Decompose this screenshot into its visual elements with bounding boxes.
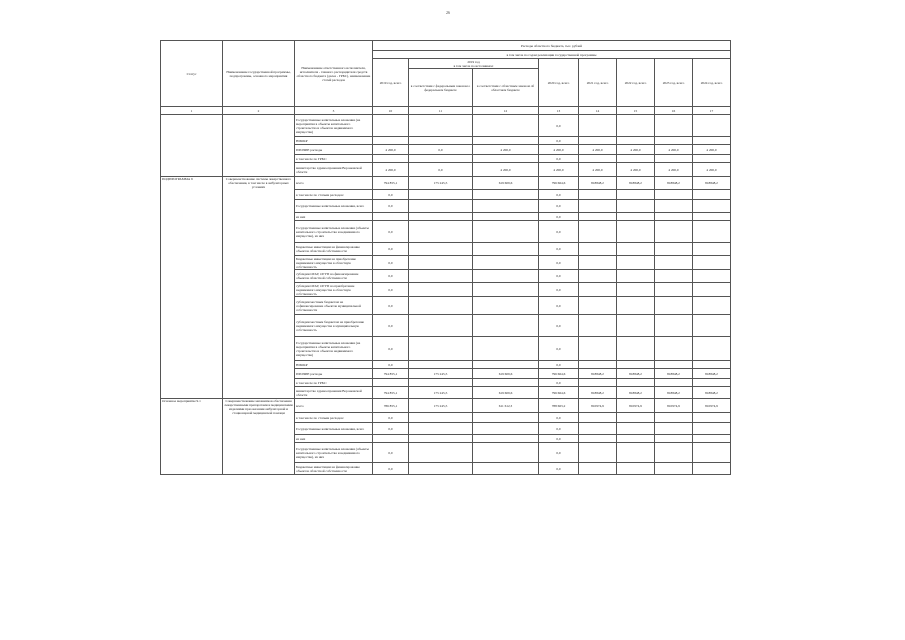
row-value: 4 200,0 bbox=[539, 145, 579, 155]
row-source: ПРОЧИЕ расходы bbox=[295, 369, 373, 379]
row-value: 818848,2 bbox=[655, 369, 693, 379]
row-value: 619 609,6 bbox=[473, 387, 539, 399]
row-value: 4 200,0 bbox=[655, 163, 693, 177]
row-value bbox=[473, 190, 539, 200]
row-value bbox=[579, 435, 617, 443]
row-value bbox=[693, 115, 731, 137]
row-source: Бюджетные инвестиции на финансирование объектов областной собственности bbox=[295, 243, 373, 256]
row-value: 4 200,0 bbox=[655, 145, 693, 155]
row-value bbox=[473, 283, 539, 297]
row-value bbox=[655, 315, 693, 337]
row-value bbox=[373, 155, 409, 163]
row-value: 0,0 bbox=[539, 221, 579, 243]
row-source: министерство здравоохранения Воронежской области bbox=[295, 387, 373, 399]
row-value bbox=[693, 435, 731, 443]
row-source: субсидии местным бюджетам на приобретение недвижимого имущества в муниципальную собственность bbox=[295, 315, 373, 337]
row-value: 0,0 bbox=[539, 243, 579, 256]
row-status bbox=[161, 115, 223, 177]
row-value: 0,0 bbox=[373, 190, 409, 200]
row-status: Основное мероприятие 9.1 bbox=[161, 399, 223, 475]
row-source: Государственные капитальные вложения (на мероприятия в объекты капитального строительства и объектов недвижимого имущества) bbox=[295, 337, 373, 361]
row-value bbox=[409, 297, 473, 315]
row-value bbox=[655, 435, 693, 443]
row-value bbox=[655, 243, 693, 256]
row-value: 0,0 bbox=[373, 443, 409, 463]
row-value bbox=[473, 297, 539, 315]
row-source: субсидии ОГАУ, ОГУП на финансирование объектов областной собственности bbox=[295, 270, 373, 283]
header-budget-title: Расходы областного бюджета, тыс. рублей bbox=[373, 41, 731, 51]
row-value bbox=[579, 155, 617, 163]
row-value: 0,0 bbox=[539, 463, 579, 475]
row-value: 0,0 bbox=[373, 243, 409, 256]
row-value bbox=[617, 221, 655, 243]
row-value: 796 664,6 bbox=[539, 369, 579, 379]
row-value bbox=[693, 423, 731, 435]
row-source: в том числе по ГРБС: bbox=[295, 155, 373, 163]
row-value: 611 612,3 bbox=[473, 399, 539, 413]
row-source: Государственные капитальные вложения (на мероприятия в объекты капитального строительства и объектов недвижимого имущества) bbox=[295, 115, 373, 137]
row-value bbox=[409, 200, 473, 213]
row-value: 0,0 bbox=[539, 337, 579, 361]
column-number: 17 bbox=[693, 107, 731, 115]
row-source: всего bbox=[295, 399, 373, 413]
row-value: 4 200,0 bbox=[617, 145, 655, 155]
row-value bbox=[473, 361, 539, 369]
row-value bbox=[579, 115, 617, 137]
row-value bbox=[579, 297, 617, 315]
row-value bbox=[409, 413, 473, 423]
row-value bbox=[693, 221, 731, 243]
row-value bbox=[617, 435, 655, 443]
row-value bbox=[579, 463, 617, 475]
header-incl-subtitle: в том числе по годам реализации государственной программы bbox=[373, 51, 731, 59]
row-value bbox=[617, 443, 655, 463]
row-value: 4 200,0 bbox=[579, 163, 617, 177]
row-value: 0,0 bbox=[373, 283, 409, 297]
header-source: Наименование ответственного исполнителя, исполнителя - главного распорядителя средств областного бюджета (далее - ГРБС), наименование статей расходов bbox=[295, 41, 373, 107]
row-name: Совершенствование системы лекарственного обеспечения, в том числе в амбулаторных условиях bbox=[223, 177, 295, 399]
row-value: 175 245,5 bbox=[409, 177, 473, 190]
row-value bbox=[617, 283, 655, 297]
header-2023: 2023 год, всего bbox=[655, 59, 693, 107]
row-value: 0,0 bbox=[373, 361, 409, 369]
column-number: 15 bbox=[617, 107, 655, 115]
row-value bbox=[473, 221, 539, 243]
table-row bbox=[161, 399, 731, 413]
row-value bbox=[579, 443, 617, 463]
row-value: 0,0 bbox=[373, 200, 409, 213]
row-value bbox=[473, 379, 539, 387]
row-value: 0,0 bbox=[539, 155, 579, 163]
row-value: 0,0 bbox=[539, 115, 579, 137]
row-value bbox=[579, 190, 617, 200]
row-value: 0,0 bbox=[539, 213, 579, 221]
row-value bbox=[617, 213, 655, 221]
row-name: Совершенствование механизмов обеспечения лекарственными препаратами и медицинскими изделиями при оказании амбулаторной и стационарной медицинской помощи bbox=[223, 399, 295, 475]
row-value: 810974,9 bbox=[579, 399, 617, 413]
row-source: в том числе по ГРБС: bbox=[295, 379, 373, 387]
row-value: 818848,2 bbox=[693, 177, 731, 190]
row-value bbox=[409, 435, 473, 443]
row-value bbox=[409, 137, 473, 145]
row-name bbox=[223, 115, 295, 177]
row-value bbox=[617, 463, 655, 475]
row-value: 175 245,5 bbox=[409, 387, 473, 399]
row-value bbox=[473, 137, 539, 145]
row-value bbox=[655, 361, 693, 369]
row-value: 818848,2 bbox=[617, 177, 655, 190]
row-value bbox=[409, 190, 473, 200]
row-value bbox=[693, 361, 731, 369]
row-value bbox=[655, 137, 693, 145]
row-value bbox=[655, 115, 693, 137]
row-value: 810974,9 bbox=[655, 399, 693, 413]
row-value bbox=[693, 200, 731, 213]
row-value bbox=[655, 337, 693, 361]
row-value: 4 200,0 bbox=[617, 163, 655, 177]
row-value bbox=[655, 213, 693, 221]
row-value bbox=[473, 443, 539, 463]
row-value bbox=[579, 413, 617, 423]
row-value: 0,0 bbox=[373, 297, 409, 315]
row-value bbox=[579, 315, 617, 337]
row-value bbox=[655, 155, 693, 163]
row-value bbox=[655, 283, 693, 297]
row-value: 175 245,5 bbox=[409, 369, 473, 379]
row-value: 0,0 bbox=[539, 137, 579, 145]
row-value bbox=[473, 213, 539, 221]
row-value bbox=[473, 256, 539, 270]
row-value bbox=[579, 243, 617, 256]
row-value bbox=[409, 213, 473, 221]
row-value bbox=[409, 221, 473, 243]
row-value bbox=[373, 115, 409, 137]
row-source: НИОКР bbox=[295, 361, 373, 369]
row-value bbox=[693, 443, 731, 463]
row-value bbox=[409, 256, 473, 270]
row-value bbox=[409, 283, 473, 297]
row-value bbox=[579, 213, 617, 221]
row-value: 818848,2 bbox=[655, 387, 693, 399]
header-2021: 2021 год, всего bbox=[579, 59, 617, 107]
row-source: в том числе по статьям расходов: bbox=[295, 413, 373, 423]
row-value bbox=[409, 315, 473, 337]
row-value bbox=[693, 256, 731, 270]
row-value bbox=[409, 243, 473, 256]
row-value: 4 200,0 bbox=[373, 145, 409, 155]
row-value: 818848,2 bbox=[579, 177, 617, 190]
row-value bbox=[373, 137, 409, 145]
column-number: 14 bbox=[579, 107, 617, 115]
row-value bbox=[655, 423, 693, 435]
row-value bbox=[473, 337, 539, 361]
header-2024: 2024 год, всего bbox=[693, 59, 731, 107]
row-value bbox=[579, 361, 617, 369]
row-value bbox=[579, 337, 617, 361]
row-value: 818848,2 bbox=[693, 387, 731, 399]
header-2022: 2022 год, всего bbox=[617, 59, 655, 107]
row-source: НИОКР bbox=[295, 137, 373, 145]
column-number: 13 bbox=[539, 107, 579, 115]
row-value bbox=[617, 413, 655, 423]
row-value bbox=[655, 413, 693, 423]
row-value bbox=[617, 190, 655, 200]
row-value: 4 200,0 bbox=[473, 163, 539, 177]
row-value bbox=[409, 423, 473, 435]
row-value bbox=[655, 256, 693, 270]
header-status: Статус bbox=[161, 41, 223, 107]
row-value bbox=[655, 443, 693, 463]
header-reg: в соответствии с областным законом об областном бюджете bbox=[473, 69, 539, 107]
row-value: 810974,9 bbox=[693, 399, 731, 413]
row-value bbox=[655, 463, 693, 475]
row-source: из них bbox=[295, 435, 373, 443]
row-value bbox=[693, 463, 731, 475]
row-value bbox=[693, 379, 731, 387]
row-value bbox=[473, 435, 539, 443]
row-value: 810974,9 bbox=[617, 399, 655, 413]
row-value bbox=[473, 115, 539, 137]
row-value: 818848,2 bbox=[693, 369, 731, 379]
row-value: 0,0 bbox=[373, 256, 409, 270]
row-value: 818848,2 bbox=[617, 369, 655, 379]
row-value: 818848,2 bbox=[579, 387, 617, 399]
row-value: 0,0 bbox=[539, 443, 579, 463]
row-value: 4 200,0 bbox=[373, 163, 409, 177]
row-value: 619 609,6 bbox=[473, 177, 539, 190]
row-source: Бюджетные инвестиции на приобретение недвижимого имущества в областную собственность bbox=[295, 256, 373, 270]
row-value: 0,0 bbox=[373, 337, 409, 361]
page-number: 26 bbox=[446, 10, 450, 15]
row-value bbox=[473, 200, 539, 213]
row-value bbox=[693, 243, 731, 256]
column-numbers-row bbox=[161, 107, 731, 115]
row-value: 0,0 bbox=[373, 315, 409, 337]
row-value: 0,0 bbox=[539, 190, 579, 200]
row-value bbox=[617, 423, 655, 435]
row-source: министерство здравоохранения Воронежской области bbox=[295, 163, 373, 177]
header-2019-total: 2019 год, всего bbox=[373, 59, 409, 107]
row-value bbox=[409, 115, 473, 137]
row-value: 0,0 bbox=[373, 221, 409, 243]
row-value bbox=[473, 155, 539, 163]
row-value bbox=[409, 155, 473, 163]
row-value: 0,0 bbox=[539, 315, 579, 337]
row-value: 0,0 bbox=[539, 379, 579, 387]
row-source: Государственные капитальные вложения, всего bbox=[295, 200, 373, 213]
row-value bbox=[373, 379, 409, 387]
row-value bbox=[693, 190, 731, 200]
header-2020: 2020 год, всего bbox=[539, 59, 579, 107]
row-value: 0,0 bbox=[373, 270, 409, 283]
row-value bbox=[693, 137, 731, 145]
budget-table bbox=[160, 40, 731, 475]
row-value bbox=[617, 200, 655, 213]
header-name: Наименование государственной программы, подпрограммы, основного мероприятия bbox=[223, 41, 295, 107]
row-value bbox=[655, 379, 693, 387]
row-value: 0,0 bbox=[539, 435, 579, 443]
header-fed: в соответствии с федеральным законом о федеральном бюджете bbox=[409, 69, 473, 107]
row-value bbox=[473, 463, 539, 475]
row-value: 818848,2 bbox=[617, 387, 655, 399]
row-value bbox=[473, 270, 539, 283]
row-value bbox=[473, 413, 539, 423]
row-value bbox=[579, 200, 617, 213]
row-source: в том числе по статьям расходов: bbox=[295, 190, 373, 200]
row-value: 0,0 bbox=[539, 423, 579, 435]
row-source: Бюджетные инвестиции на финансирование объектов областной собственности bbox=[295, 463, 373, 475]
row-value: 0,0 bbox=[539, 297, 579, 315]
table-row bbox=[161, 115, 731, 137]
row-value: 818848,2 bbox=[655, 177, 693, 190]
row-value: 4 200,0 bbox=[539, 163, 579, 177]
row-value: 0,0 bbox=[539, 200, 579, 213]
row-source: субсидии местным бюджетам на софинансирование объектов муниципальной собственности bbox=[295, 297, 373, 315]
row-value bbox=[373, 213, 409, 221]
row-value: 4 200,0 bbox=[579, 145, 617, 155]
table-row bbox=[161, 177, 731, 190]
row-value bbox=[655, 270, 693, 283]
row-value bbox=[617, 137, 655, 145]
row-source: всего bbox=[295, 177, 373, 190]
row-value: 4 200,0 bbox=[693, 145, 731, 155]
row-value: 818848,2 bbox=[579, 369, 617, 379]
row-value bbox=[617, 379, 655, 387]
column-number: 12 bbox=[473, 107, 539, 115]
row-source: субсидии ОГАУ, ОГУП на приобретение недвижимого имущества в областную собственность bbox=[295, 283, 373, 297]
row-value bbox=[693, 315, 731, 337]
header-2019 bbox=[409, 59, 539, 69]
row-source: Государственные капитальные вложения (объекты капитального строительства и недвижимого имущества), из них bbox=[295, 221, 373, 243]
row-value: 0,0 bbox=[539, 256, 579, 270]
row-value: 794 855,1 bbox=[373, 387, 409, 399]
row-value bbox=[579, 256, 617, 270]
row-value bbox=[693, 155, 731, 163]
row-source: Государственные капитальные вложения, всего bbox=[295, 423, 373, 435]
row-source: ПРОЧИЕ расходы bbox=[295, 145, 373, 155]
row-value bbox=[617, 361, 655, 369]
row-value: 0,0 bbox=[409, 145, 473, 155]
row-value bbox=[409, 361, 473, 369]
row-value: 4 200,0 bbox=[473, 145, 539, 155]
row-value bbox=[693, 413, 731, 423]
row-value bbox=[617, 270, 655, 283]
row-value bbox=[579, 270, 617, 283]
row-value bbox=[693, 270, 731, 283]
row-value bbox=[579, 379, 617, 387]
row-value bbox=[617, 256, 655, 270]
row-value: 788 663,2 bbox=[539, 399, 579, 413]
row-value bbox=[693, 213, 731, 221]
column-number: 3 bbox=[295, 107, 373, 115]
column-number: 1 bbox=[161, 107, 223, 115]
row-value bbox=[409, 337, 473, 361]
column-number: 16 bbox=[655, 107, 693, 115]
row-value bbox=[473, 315, 539, 337]
row-value bbox=[655, 221, 693, 243]
column-number: 11 bbox=[409, 107, 473, 115]
row-value bbox=[473, 243, 539, 256]
row-value bbox=[409, 463, 473, 475]
row-value bbox=[693, 297, 731, 315]
column-number: 2 bbox=[223, 107, 295, 115]
row-value: 0,0 bbox=[373, 423, 409, 435]
row-value: 0,0 bbox=[373, 413, 409, 423]
row-status: ПОДПРОГРАММА 9 bbox=[161, 177, 223, 399]
header-incl-of-which: в том числе по источникам: bbox=[453, 63, 494, 68]
row-value bbox=[693, 337, 731, 361]
row-value bbox=[617, 297, 655, 315]
row-value bbox=[617, 115, 655, 137]
row-value bbox=[579, 423, 617, 435]
row-value: 796 664,6 bbox=[539, 387, 579, 399]
column-number: 10 bbox=[373, 107, 409, 115]
row-value bbox=[473, 423, 539, 435]
row-value: 796 664,6 bbox=[539, 177, 579, 190]
row-value bbox=[655, 190, 693, 200]
row-value bbox=[373, 435, 409, 443]
row-value: 0,0 bbox=[539, 283, 579, 297]
row-value bbox=[617, 337, 655, 361]
row-source: из них bbox=[295, 213, 373, 221]
row-value bbox=[655, 297, 693, 315]
row-value: 175 245,5 bbox=[409, 399, 473, 413]
row-value: 794 855,1 bbox=[373, 177, 409, 190]
row-value: 0,0 bbox=[539, 270, 579, 283]
row-value: 786 855,1 bbox=[373, 399, 409, 413]
row-value bbox=[579, 137, 617, 145]
row-value bbox=[409, 270, 473, 283]
row-value: 619 609,6 bbox=[473, 369, 539, 379]
row-value: 0,0 bbox=[373, 463, 409, 475]
row-value bbox=[655, 200, 693, 213]
row-value bbox=[617, 243, 655, 256]
row-value bbox=[579, 283, 617, 297]
header-2019-year: 2019 год bbox=[467, 59, 480, 64]
row-value bbox=[617, 315, 655, 337]
row-value: 794 855,1 bbox=[373, 369, 409, 379]
row-source: Государственные капитальные вложения (объекты капитального строительства и недвижимого имущества), из них bbox=[295, 443, 373, 463]
row-value bbox=[409, 379, 473, 387]
row-value: 0,0 bbox=[539, 413, 579, 423]
row-value: 4 200,0 bbox=[693, 163, 731, 177]
row-value bbox=[409, 443, 473, 463]
row-value bbox=[579, 221, 617, 243]
row-value: 0,0 bbox=[539, 361, 579, 369]
row-value: 0,0 bbox=[409, 163, 473, 177]
row-value bbox=[617, 155, 655, 163]
row-value bbox=[693, 283, 731, 297]
